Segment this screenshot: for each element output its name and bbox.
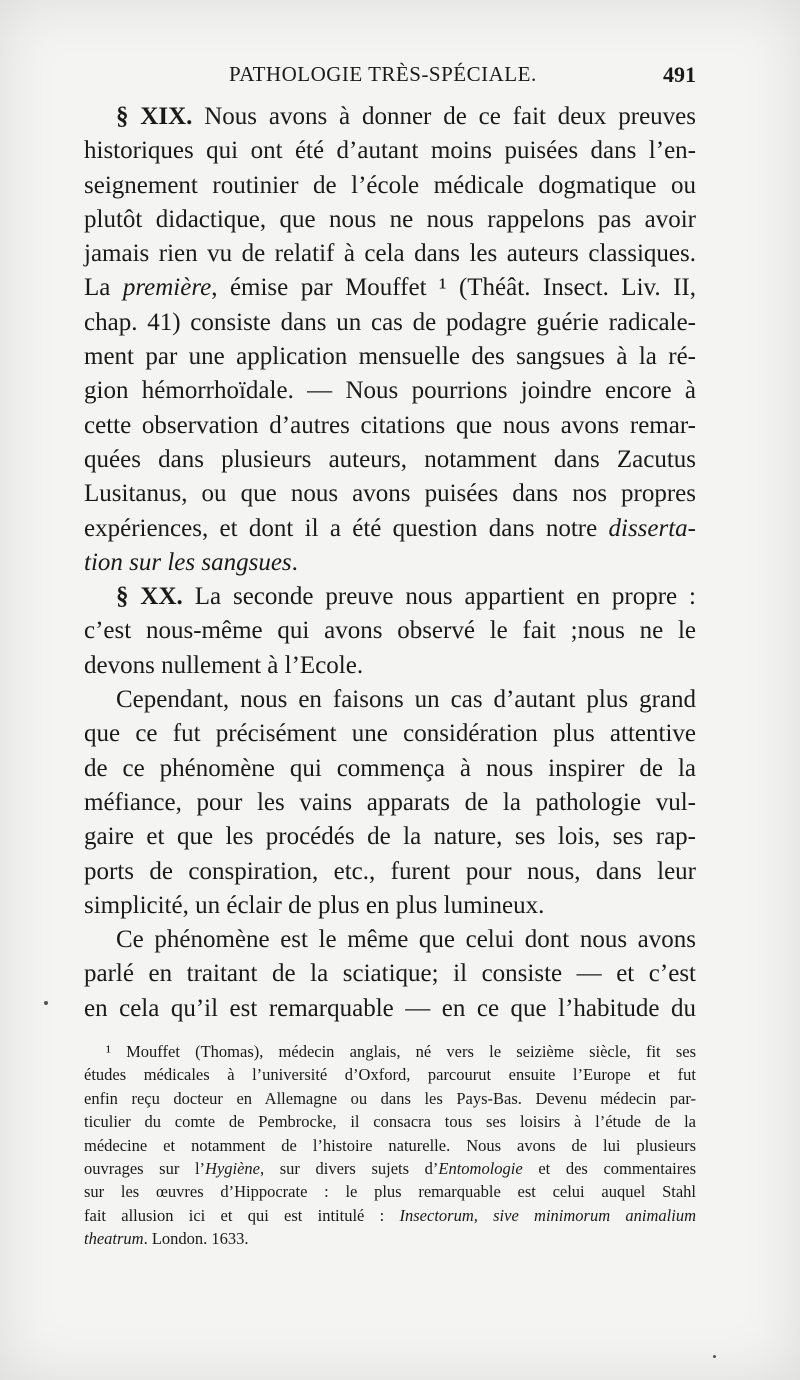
text-line: Lusitanus, ou que nous avons puisées dans nos propres [84,480,696,508]
text-line: gaire et que les procédés de la nature, ses lois, ses rap- [84,823,696,851]
text-line: c’est nous-même qui avons observé le fait ;nous ne le [84,617,696,645]
text-line: ports de conspiration, etc., furent pour nous, dans leur [84,857,696,885]
text-line: historiques qui ont été d’autant moins puisées dans l’en- [84,137,696,165]
footnote-line: ouvrages sur l’Hygiène, sur divers sujets d’Entomologie et des commentaires [84,1158,696,1178]
main-text [84,100,696,1026]
footnote-line: enfin reçu docteur en Allemagne ou dans les Pays-Bas. Devenu médecin par- [84,1088,696,1108]
running-head: PATHOLOGIE TRÈS-SPÉCIALE. [229,62,537,86]
footnote-line: fait allusion ici et qui est intitulé : Insectorum, sive minimorum animalium [84,1205,696,1225]
text-line: § XIX. Nous avons à donner de ce fait deux preuves [116,103,696,130]
footnote-line: ¹ Mouffet (Thomas), médecin anglais, né vers le seizième siècle, fit ses [106,1042,696,1061]
text-line: quées dans plusieurs auteurs, notamment dans Zacutus [84,445,696,473]
page-header [84,62,696,92]
text-line: expériences, et dont il a été question dans notre disserta- [84,514,696,542]
page-number: 491 [663,62,696,87]
footnote-line: médecine et notamment de l’histoire naturelle. Nous avons de lui plusieurs [84,1135,696,1155]
text-line: simplicité, un éclair de plus en plus lumineux. [84,891,545,919]
text-line: § XX. La seconde preuve nous appartient en propre : [116,583,696,611]
footnote-line: theatrum. London. 1633. [84,1229,249,1249]
text-line: seignement routinier de l’école médicale dogmatique ou [84,171,696,199]
text-line: devons nullement à l’Ecole. [84,651,364,679]
text-line: plutôt didactique, que nous ne nous rappelons pas avoir [84,205,696,233]
footnote [84,1040,696,1251]
text-line: en cela qu’il est remarquable — en ce que l’habitude du [84,994,696,1022]
footnote-line: études médicales à l’université d’Oxford, parcourut ensuite l’Europe et fut [84,1065,696,1085]
footnote-line: ticulier du comte de Pembrocke, il consacra tous ses loisirs à l’étude de la [84,1112,696,1132]
text-line: La première, émise par Mouffet ¹ (Théât. Insect. Liv. II, [84,274,696,302]
text-line: parlé en traitant de la sciatique; il consiste — et c’est [84,960,696,988]
text-line: gion hémorrhoïdale. — Nous pourrions joindre encore à [84,377,696,405]
text-line: chap. 41) consiste dans un cas de podagre guérie radicale- [84,308,696,336]
text-line: que ce fut précisément une considération plus attentive [84,720,696,748]
text-line: méfiance, pour les vains apparats de la pathologie vul- [84,788,696,816]
footnote-line: sur les œuvres d’Hippocrate : le plus remarquable est celui auquel Stahl [84,1182,696,1202]
paper-speck [44,1001,48,1005]
text-line: ment par une application mensuelle des sangsues à la ré- [84,343,696,371]
text-line: de ce phénomène qui commença à nous inspirer de la [84,754,696,782]
text-line: cette observation d’autres citations que nous avons remar- [84,411,696,439]
text-line: Ce phénomène est le même que celui dont nous avons [116,926,696,954]
text-line: Cependant, nous en faisons un cas d’autant plus grand [116,686,696,714]
text-line: jamais rien vu de relatif à cela dans les auteurs classiques. [84,240,696,268]
paper-speck [713,1355,716,1358]
text-line: tion sur les sangsues. [84,548,298,576]
